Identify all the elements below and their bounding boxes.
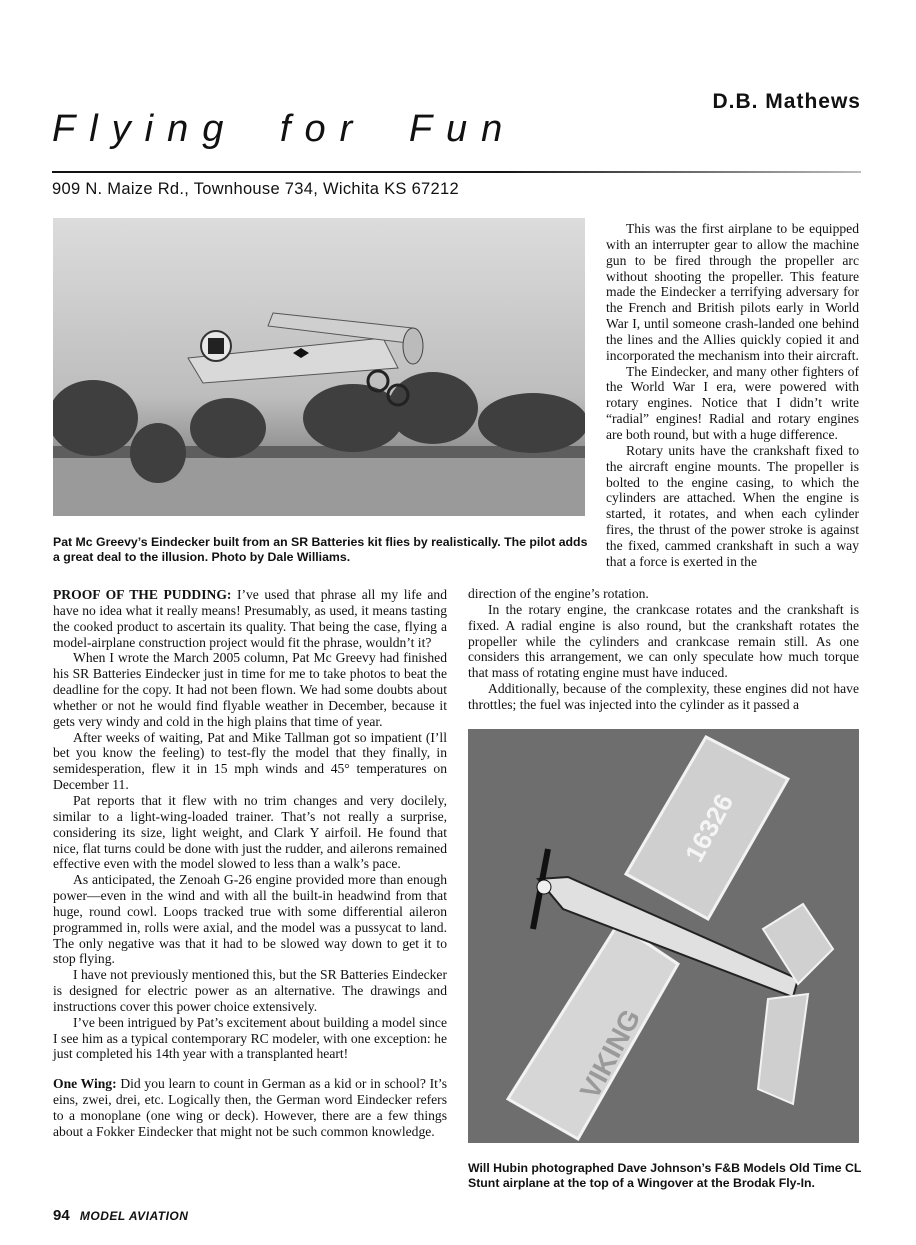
- plane-name-marking: VIKING: [573, 1004, 647, 1104]
- eindecker-photo: [53, 218, 585, 516]
- paragraph: PROOF OF THE PUDDING: I’ve used that phrase all my life and have no idea what it really means! Presumably, as used, it means tasting the cooked product to ascertain its quality. That being the case, flying a model-airplane construction project would fit the phrase, wouldn’t it?: [53, 587, 447, 650]
- plane-number-marking: 16326: [678, 788, 740, 867]
- page-footer: [53, 1207, 188, 1224]
- page-number: 94: [53, 1207, 70, 1224]
- photo-caption-2: Will Hubin photographed Dave Johnson’s F&B Models Old Time CL Stunt airplane at the top of a Wingover at the Brodak Fly-In.: [468, 1161, 862, 1190]
- paragraph: As anticipated, the Zenoah G-26 engine provided more than enough power—even in the wind and with all the built-in headwind from that huge, round cowl. Loops tracked true with some differential aileron programmed in, rolls were axial, and the model was a pussycat to land. The only negative was that it had to be slowed way down to get it to stop flying.: [53, 872, 447, 967]
- title-rule: [52, 171, 861, 173]
- author-name: D.B. Mathews: [712, 90, 861, 113]
- paragraph: One Wing: Did you learn to count in German as a kid or in school? It’s eins, zwei, drei, etc. Logically then, the German word Eindecker refers to a monoplane (one wing or deck). However, there are a few things about a Fokker Eindecker that might not be such common knowledge.: [53, 1076, 447, 1139]
- paragraph: This was the first airplane to be equipped with an interrupter gear to allow the machine gun to be fired through the propeller arc without shooting the propeller. This feature made the Eindecker a terrifying adversary for the French and British pilots early in World War I, until someone crash-landed one behind the lines and the Allies quickly copied it and incorporated the mechanism into their aircraft.: [606, 221, 859, 363]
- paragraph: Pat reports that it flew with no trim changes and very docilely, similar to a light-wing-loaded trainer. That’s not really a surprise, considering its size, light weight, and Clark Y airfoil. He found that nice, flat turns could be done with just the rudder, and ailerons remained effective even with the model slowed to less than a walk’s pace.: [53, 792, 447, 872]
- paragraph: I have not previously mentioned this, but the SR Batteries Eindecker is designed for electric power as an alternative. The drawings and instructions cover this power choice extensively.: [53, 967, 447, 1014]
- right-column-top: [606, 221, 859, 570]
- paragraph: I’ve been intrigued by Pat’s excitement about building a model since I see him as a typical contemporary RC modeler, with one exception: he just completed his 14th year with a transplanted heart!: [53, 1014, 447, 1062]
- paragraph: Additionally, because of the complexity, these engines did not have throttles; the fuel was injected into the cylinder as it passed a: [468, 681, 859, 712]
- author-address: 909 N. Maize Rd., Townhouse 734, Wichita KS 67212: [52, 180, 459, 198]
- paragraph: Rotary units have the crankshaft fixed to the aircraft engine mounts. The propeller is bolted to the engine casing, to which the cylinders are attached. When the engine is started, it rotates, and when each cylinder fires, the thrust of the power stroke is against the fixed, cammed crankshaft in such a way that a force is exerted in the: [606, 442, 859, 569]
- section-lead: PROOF OF THE PUDDING:: [53, 587, 232, 602]
- viking-photo: [468, 729, 859, 1143]
- section-lead: One Wing:: [53, 1076, 117, 1092]
- paragraph: The Eindecker, and many other fighters of the World War I era, were powered with rotary engines. Notice that I didn’t write “radial” engines! Radial and rotary engines are both round, but with a huge difference.: [606, 363, 859, 442]
- right-column-bottom: [468, 586, 859, 713]
- paragraph: When I wrote the March 2005 column, Pat Mc Greevy had finished his SR Batteries Eindecker just in time for me to take photos to beat the deadline for the copy. It had not been flown. We had some doubts about whether or not he would find flyable weather in December, because it gets very windy and cold in the high plains that time of year.: [53, 650, 447, 729]
- column-title: Flying for Fun: [52, 108, 517, 150]
- left-column: [53, 587, 447, 1140]
- paragraph: After weeks of waiting, Pat and Mike Tallman got so impatient (I’ll bet you know the feeling) to test-fly the model that they finally, in semidesperation, flew it in 15 mph winds and 45° temperatures on December 11.: [53, 729, 447, 793]
- magazine-name: MODEL AVIATION: [79, 1209, 189, 1223]
- photo-caption: Pat Mc Greevy’s Eindecker built from an SR Batteries kit flies by realistically. The pilot adds a great deal to the illusion. Photo by Dale Williams.: [53, 535, 588, 564]
- paragraph: direction of the engine’s rotation.: [468, 586, 649, 601]
- paragraph: In the rotary engine, the crankcase rotates and the crankshaft is fixed. A radial engine is also round, but the crankshaft rotates the propeller while the cylinders and crankcase remain still. As one considers this arrangement, we can only speculate how much torque that mass of rotating engine must have induced.: [468, 601, 859, 681]
